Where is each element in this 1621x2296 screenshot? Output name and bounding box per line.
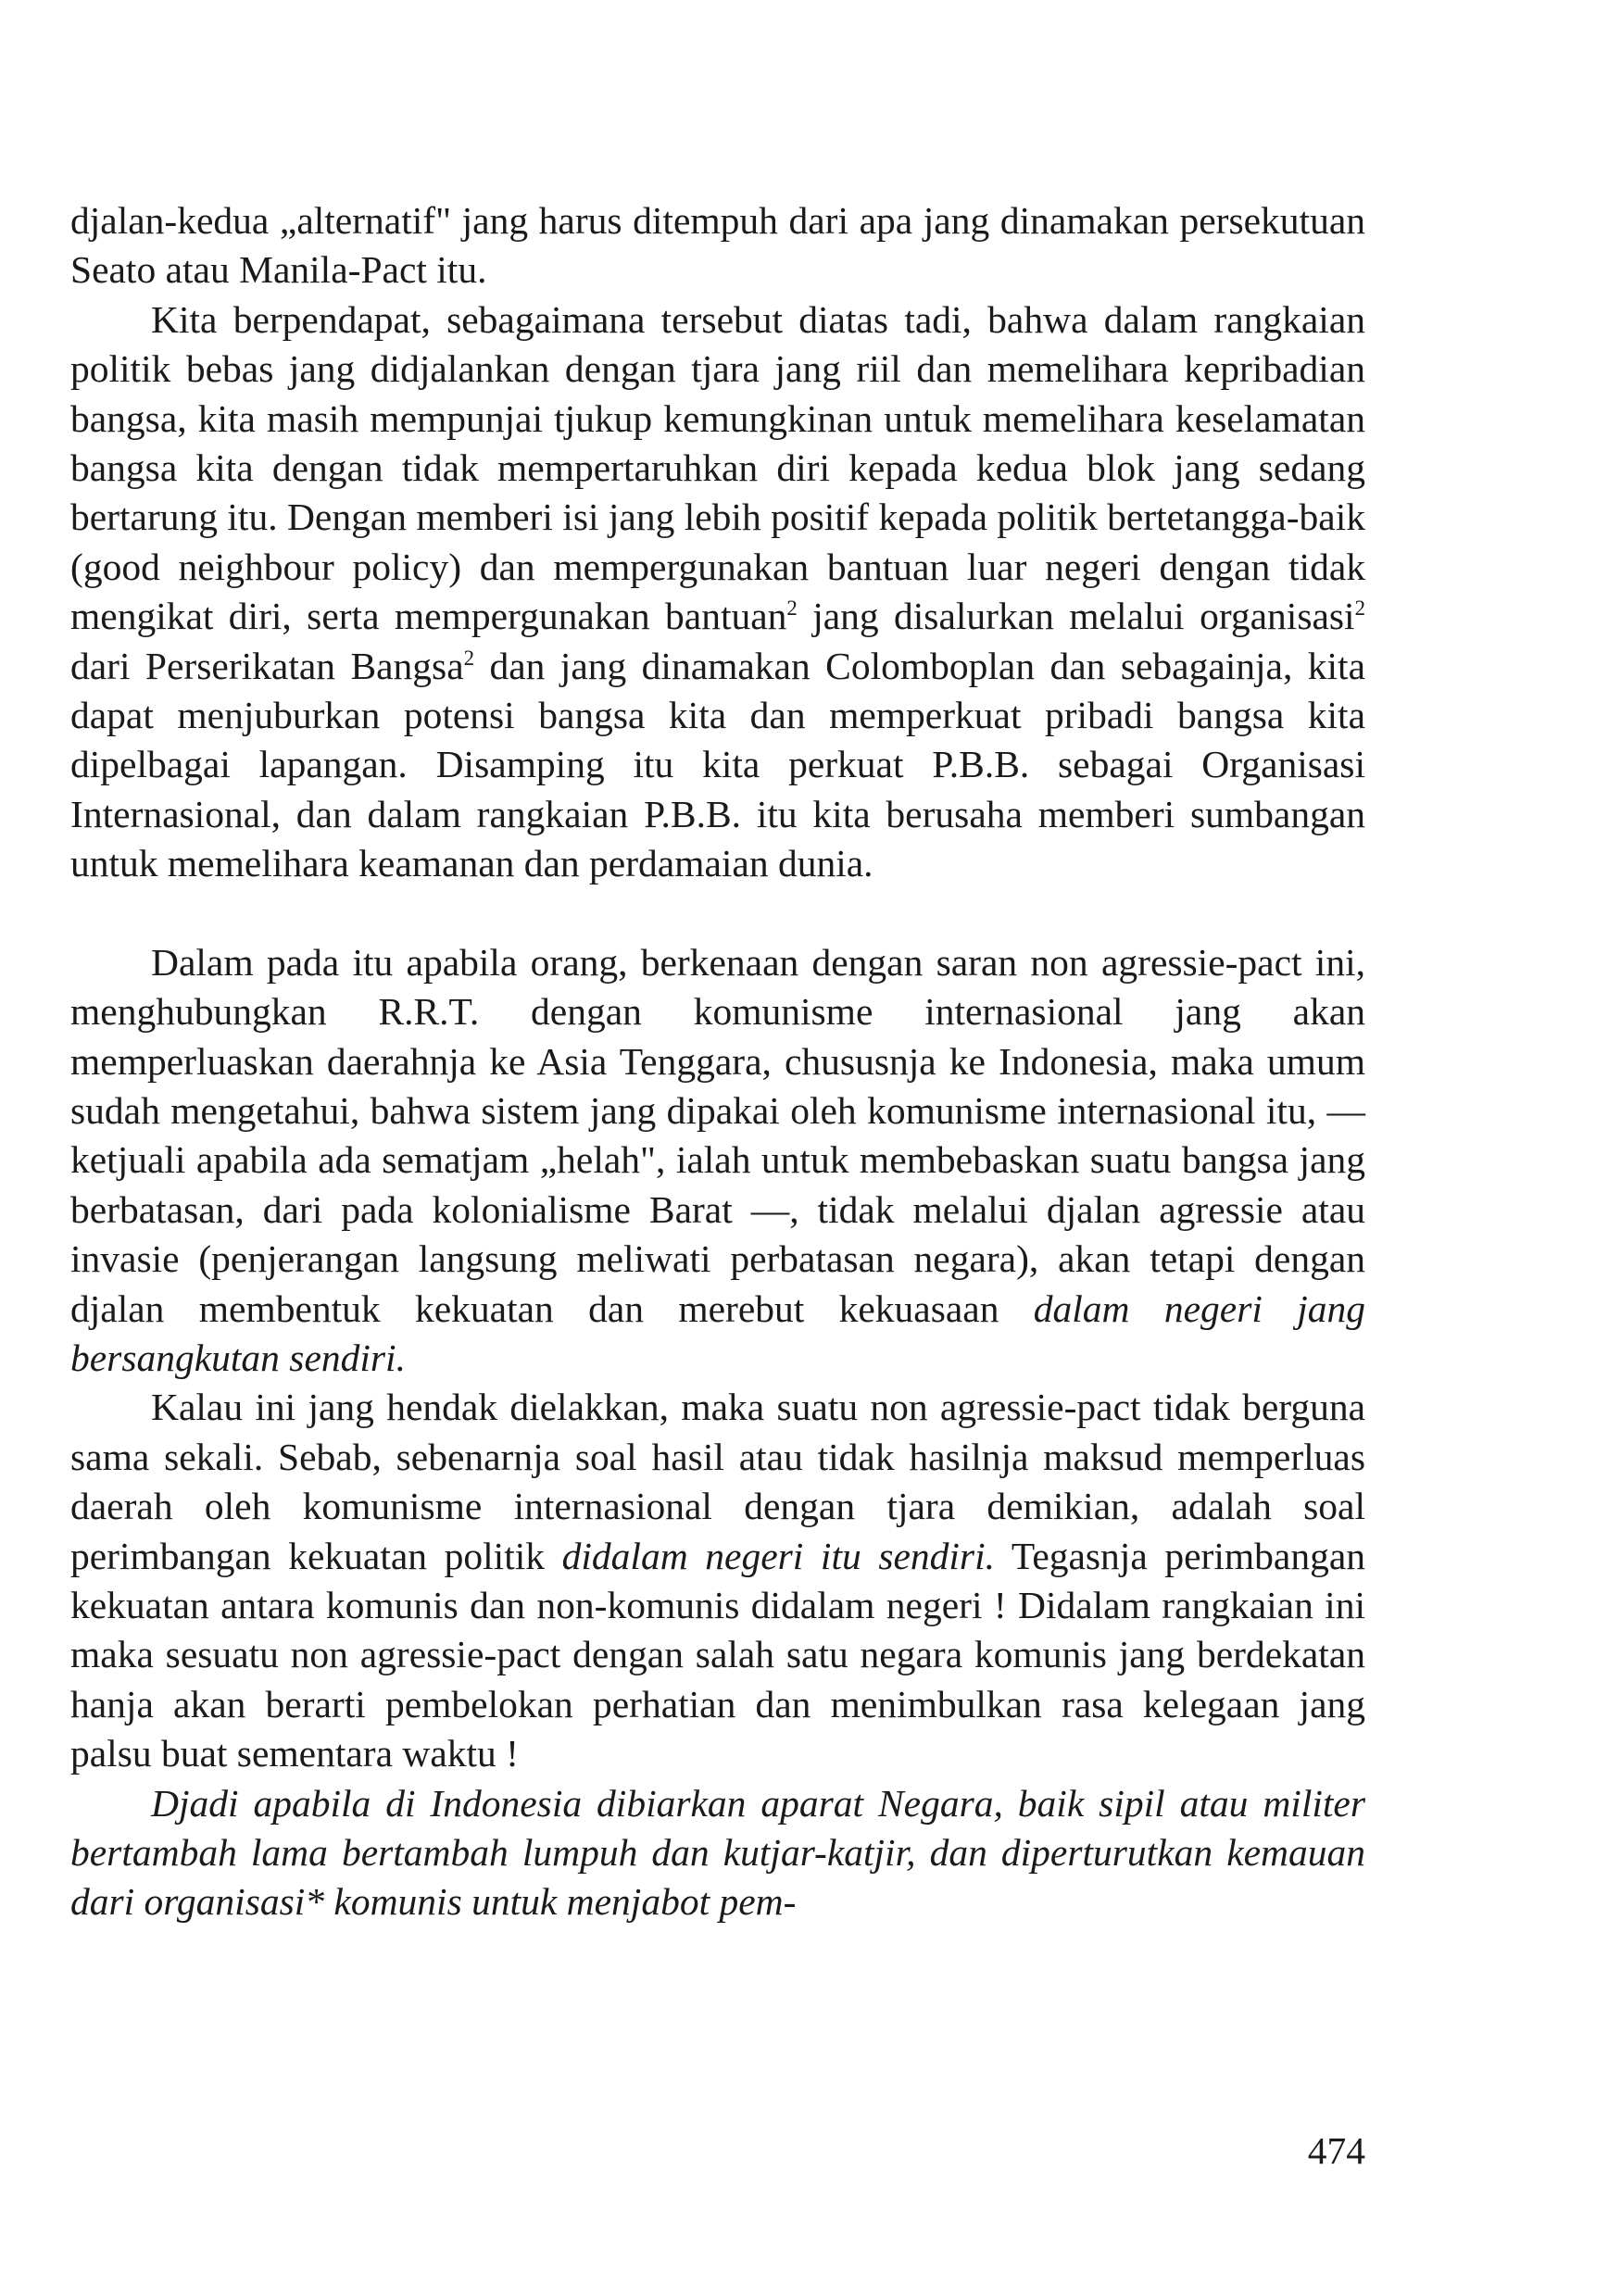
- page-body: [70, 196, 1365, 1927]
- text-column: [70, 196, 1365, 1927]
- text-segment: Kita berpendapat, sebagaimana tersebut diatas tadi, bahwa dalam rangkaian politik bebas jang didjalankan dengan tjara jang riil dan memelihara kepribadian bangsa, kita masih mempunjai tjukup kemungkinan untuk memelihara keselamatan bangsa kita dengan tidak mempertaruhkan diri kepada kedua blok jang sedang bertarung itu. Dengan memberi isi jang lebih positif kepada politik bertetangga-baik (good neighbour policy) dan mempergunakan bantuan luar negeri dengan tidak mengikat diri, serta mempergunakan bantuan: [70, 297, 1365, 638]
- paragraph: [70, 1779, 1365, 1927]
- text-segment: Tegasnja perimbangan kekuatan antara komunis dan non-komunis didalam negeri ! Didalam rangkaian ini maka sesuatu non agressie-pact dengan salah satu negara komunis jang berdekatan hanja akan berarti pembelokan perhatian dan menimbulkan rasa kelegaan jang palsu buat sementara waktu !: [70, 1534, 1366, 1775]
- superscript-mark: 2: [786, 596, 798, 621]
- superscript-mark: 2: [463, 646, 475, 670]
- paragraph: [70, 938, 1365, 1384]
- paragraph: [70, 295, 1365, 889]
- text-segment: jang disalurkan melalui organisasi: [797, 595, 1355, 638]
- text-segment: Dalam pada itu apabila orang, berkenaan dengan saran non agressie-pact ini, menghubungkan R.R.T. dengan komunisme internasional jang akan memperluaskan daerahnja ke Asia Tenggara, chususnja ke Indonesia, maka umum sudah mengetahui, bahwa sistem jang dipakai oleh komunisme internasional itu, — ketjuali apabila ada sematjam „helah", ialah untuk membebaskan suatu bangsa jang berbatasan, dari pada kolonialisme Barat —, tidak melalui djalan agressie atau invasie (penjerangan langsung meliwati perbatasan negara), akan tetapi dengan djalan membentuk kekuatan dan merebut kekuasaan: [70, 940, 1365, 1330]
- text-segment: dari Perserikatan Bangsa: [70, 644, 464, 687]
- italic-text: didalam negeri itu sendiri.: [561, 1534, 995, 1577]
- italic-text: dalam negeri jang bersangkutan sendiri.: [70, 1286, 1365, 1379]
- paragraph: [70, 196, 1365, 295]
- text-segment: dan jang dinamakan Colomboplan dan sebagainja, kita dapat menjuburkan potensi bangsa kita dan memperkuat pribadi bangsa kita dipelbagai lapangan. Disamping itu kita perkuat P.B.B. sebagai Organisasi Internasional, dan dalam rangkaian P.B.B. itu kita berusaha memberi sumbangan untuk memelihara keamanan dan perdamaian dunia.: [70, 644, 1365, 885]
- page-number: 474: [1307, 2129, 1365, 2172]
- italic-text: Djadi apabila di Indonesia dibiarkan aparat Negara, baik sipil atau militer bertambah lama bertambah lumpuh dan kutjar-katjir, dan diperturutkan kemauan dari organisasi* komunis untuk menjabot pem-: [70, 1781, 1365, 1924]
- text-segment: Kalau ini jang hendak dielakkan, maka suatu non agressie-pact tidak berguna sama sekali. Sebab, sebenarnja soal hasil atau tidak hasilnja maksud memperluas daerah oleh komunisme internasional dengan tjara demikian, adalah soal perimbangan kekuatan politik: [70, 1386, 1365, 1577]
- superscript-mark: 2: [1354, 596, 1365, 621]
- paragraph: [70, 1383, 1365, 1778]
- text-segment: djalan-kedua „alternatif" jang harus ditempuh dari apa jang dinamakan persekutuan Seato atau Manila-Pact itu.: [70, 199, 1365, 292]
